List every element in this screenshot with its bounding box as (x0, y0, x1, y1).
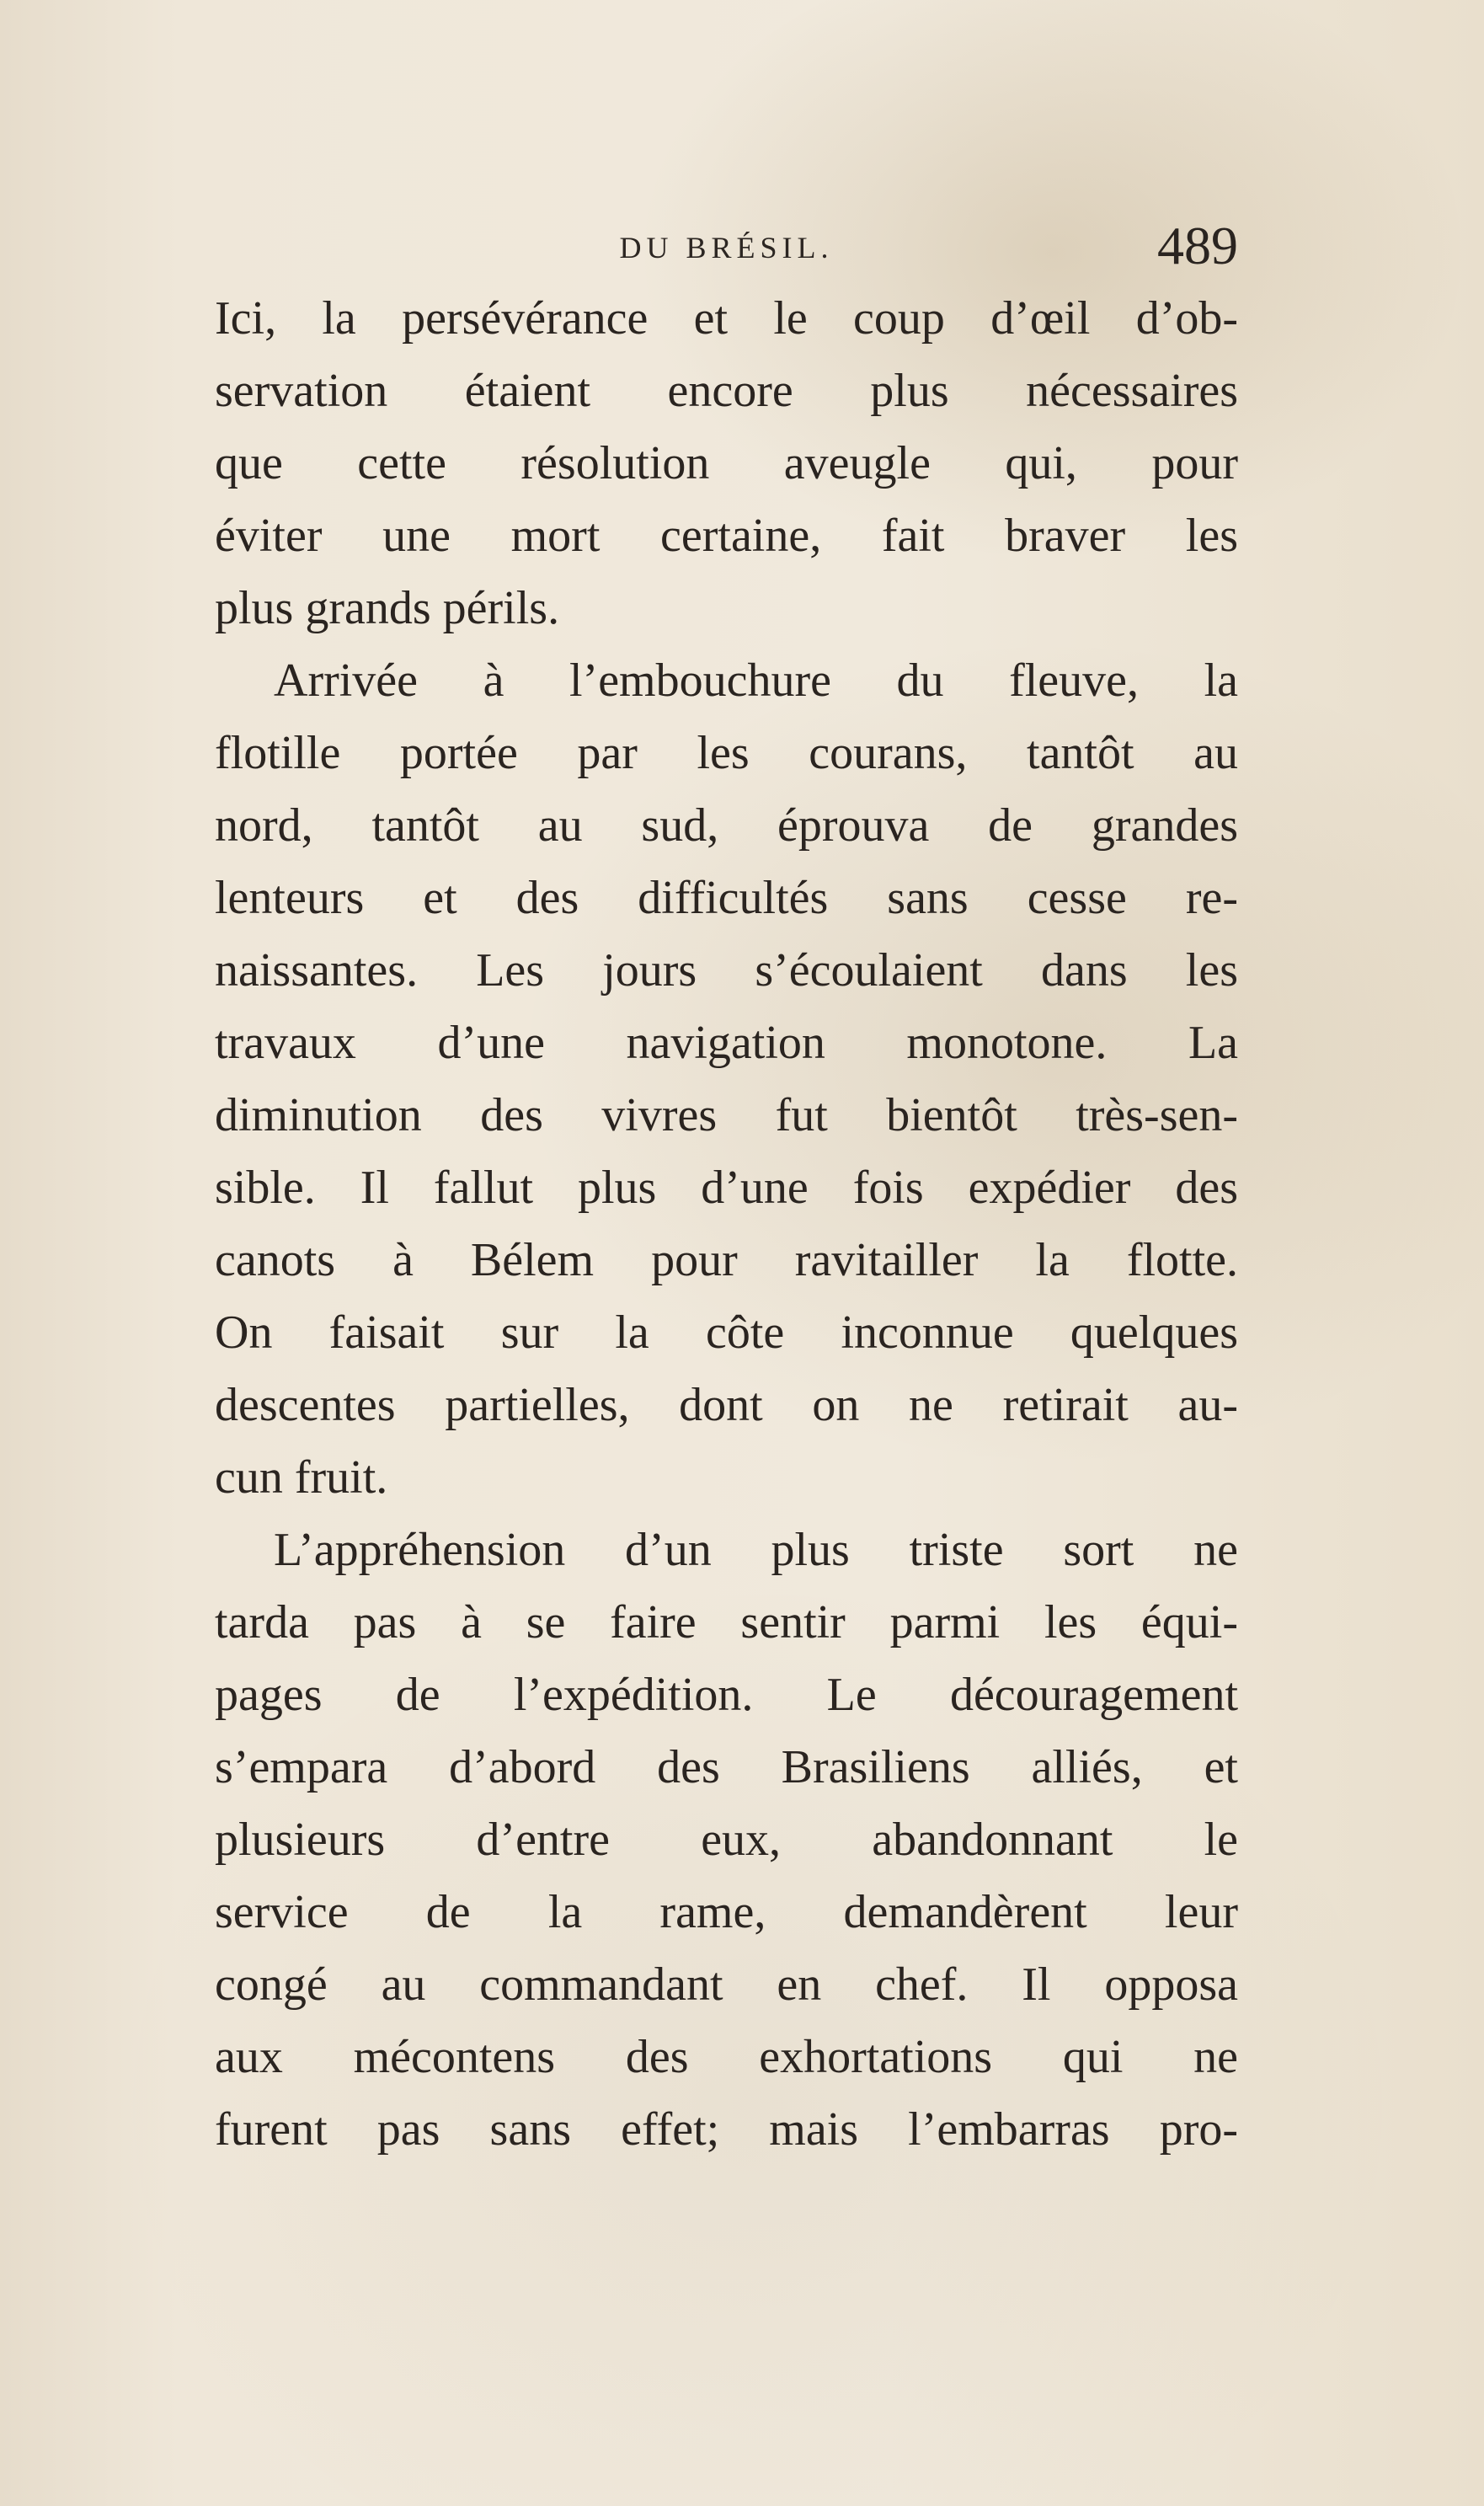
page-number: 489 (1157, 216, 1238, 275)
text-line: Ici, la persévérance et le coup d’œil d’ob- (215, 292, 1238, 345)
text-line: servation étaient encore plus nécessaires (215, 365, 1238, 417)
paragraph (215, 1514, 1238, 2166)
text-line: plus grands périls. (215, 582, 560, 634)
text-line: s’empara d’abord des Brasiliens alliés, et (215, 1741, 1238, 1793)
text-line: pages de l’expédition. Le découragement (215, 1669, 1238, 1721)
text-line: naissantes. Les jours s’écoulaient dans les (215, 944, 1238, 997)
text-line: L’appréhension d’un plus triste sort ne (274, 1524, 1238, 1576)
text-line: éviter une mort certaine, fait braver les (215, 510, 1238, 562)
text-line: canots à Bélem pour ravitailler la flotte. (215, 1234, 1238, 1286)
text-line: sible. Il fallut plus d’une fois expédier des (215, 1162, 1238, 1214)
text-line: Arrivée à l’embouchure du fleuve, la (274, 655, 1238, 707)
page-header (215, 215, 1238, 282)
text-line: service de la rame, demandèrent leur (215, 1886, 1238, 1938)
text-line: nord, tantôt au sud, éprouva de grandes (215, 799, 1238, 852)
text-line: travaux d’une navigation monotone. La (215, 1017, 1238, 1069)
text-line: furent pas sans effet; mais l’embarras pro- (215, 2103, 1238, 2156)
body-text (215, 282, 1238, 2166)
text-line: descentes partielles, dont on ne retirait au- (215, 1379, 1238, 1431)
text-line: diminution des vivres fut bientôt très-sen- (215, 1089, 1238, 1141)
text-line: On faisait sur la côte inconnue quelques (215, 1306, 1238, 1359)
text-line: plusieurs d’entre eux, abandonnant le (215, 1814, 1238, 1866)
text-line: flotille portée par les courans, tantôt au (215, 727, 1238, 779)
text-line: tarda pas à se faire sentir parmi les équi- (215, 1596, 1238, 1648)
text-line: cun fruit. (215, 1451, 388, 1504)
text-line: congé au commandant en chef. Il opposa (215, 1958, 1238, 2011)
text-line: que cette résolution aveugle qui, pour (215, 437, 1238, 489)
text-line: aux mécontens des exhortations qui ne (215, 2031, 1238, 2083)
paragraph (215, 644, 1238, 1514)
running-head: DU BRÉSIL. (619, 231, 834, 264)
text-line: lenteurs et des difficultés sans cesse re- (215, 872, 1238, 924)
paragraph (215, 282, 1238, 644)
